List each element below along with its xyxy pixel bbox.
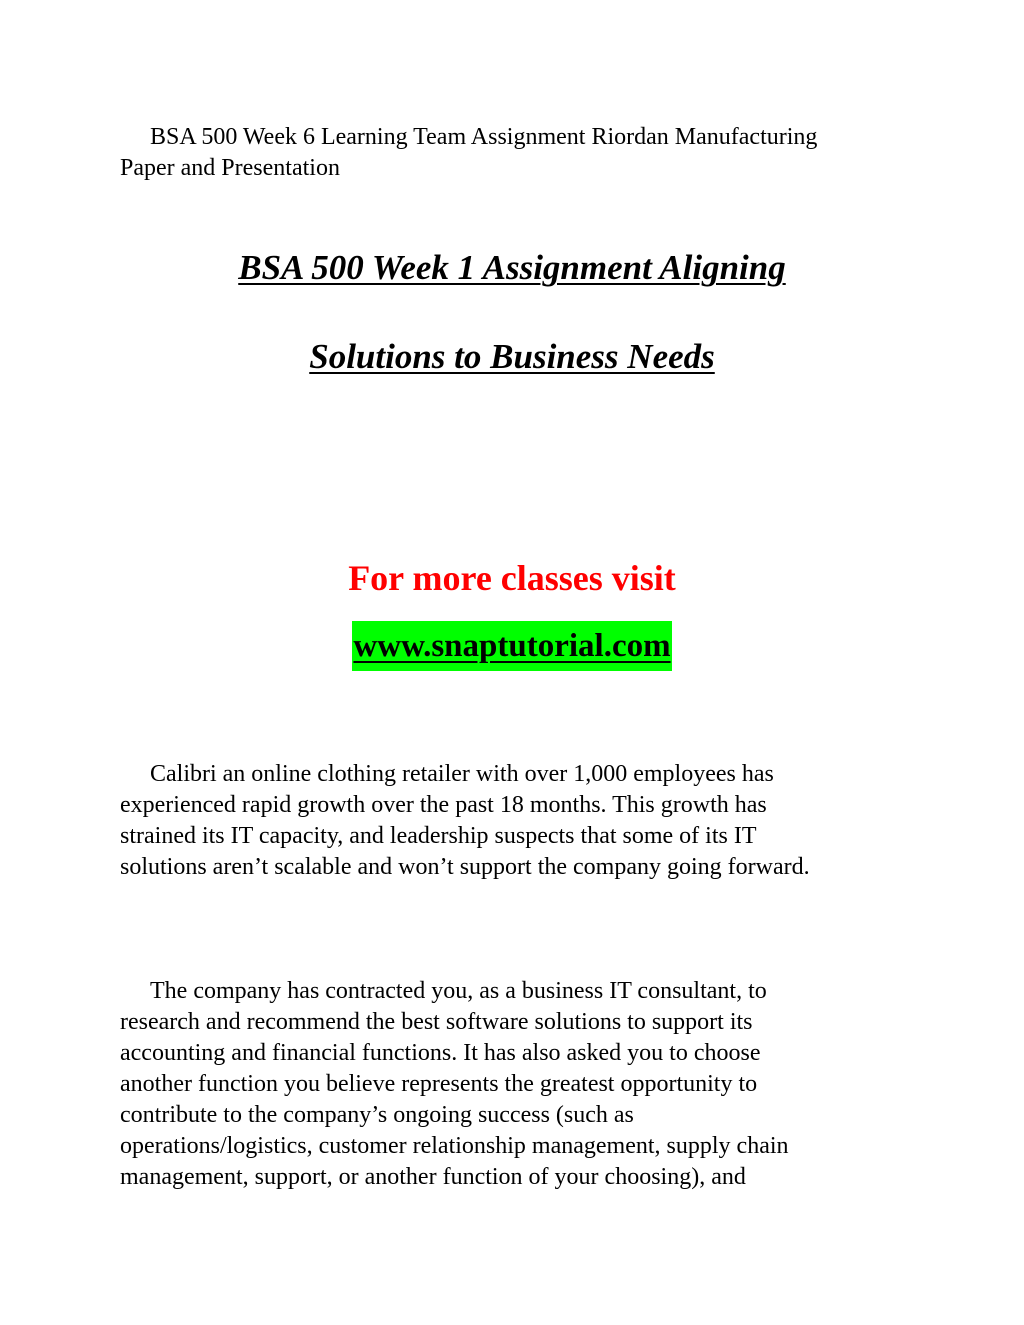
main-heading-text-1: BSA 500 Week 1 Assignment Aligning [238,248,786,287]
snaptutorial-link[interactable]: www.snaptutorial.com [352,621,671,671]
promo-link-container [0,621,1024,671]
promo-text: For more classes visit [348,558,676,598]
main-heading-text-2: Solutions to Business Needs [309,337,715,376]
main-heading-line-1 [0,246,1024,290]
paragraph1-line-3: strained its IT capacity, and leadership suspects that some of its IT [120,823,757,849]
paragraph2-line-6: operations/logistics, customer relationship management, supply chain [120,1133,789,1159]
top-title-line-1: BSA 500 Week 6 Learning Team Assignment Riordan Manufacturing [150,124,818,150]
paragraph2-line-4: another function you believe represents the greatest opportunity to [120,1071,758,1097]
paragraph1-line-2: experienced rapid growth over the past 18 months. This growth has [120,792,767,818]
paragraph2-line-3: accounting and financial functions. It has also asked you to choose [120,1040,761,1066]
paragraph2-line-7: management, support, or another function of your choosing), and [120,1164,746,1190]
paragraph1-line-1: Calibri an online clothing retailer with over 1,000 employees has [150,761,774,787]
main-heading-line-2 [0,335,1024,379]
paragraph2-line-2: research and recommend the best software solutions to support its [120,1009,753,1035]
paragraph1-line-4: solutions aren’t scalable and won’t support the company going forward. [120,854,810,880]
paragraph2-line-1: The company has contracted you, as a business IT consultant, to [150,978,767,1004]
paragraph2-line-5: contribute to the company’s ongoing success (such as [120,1102,634,1128]
top-title-line-2: Paper and Presentation [120,155,340,181]
